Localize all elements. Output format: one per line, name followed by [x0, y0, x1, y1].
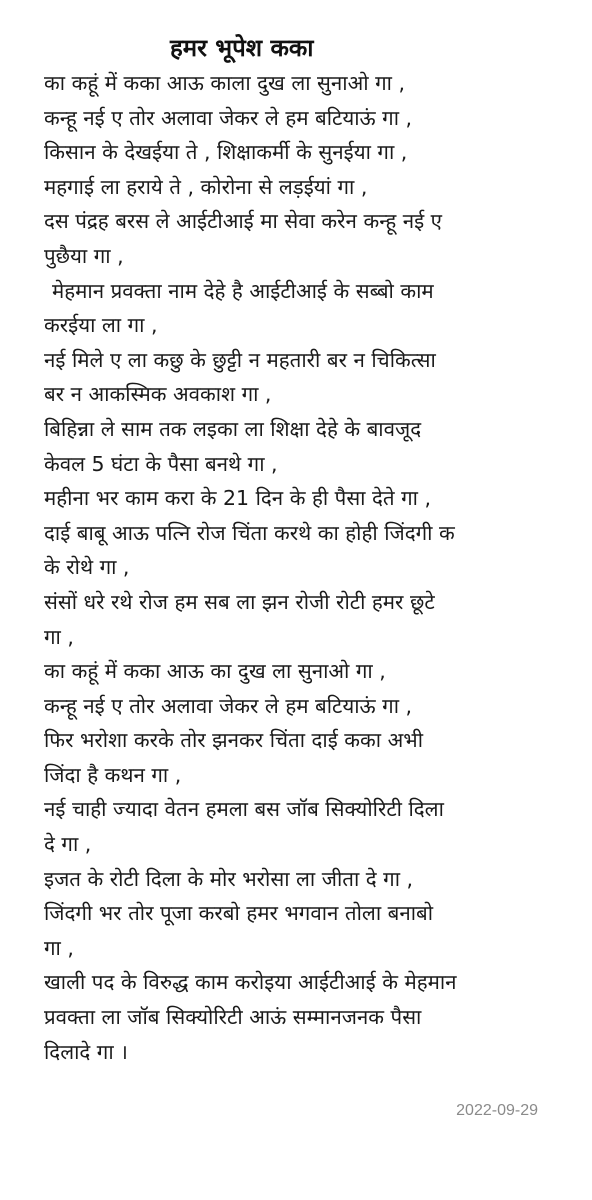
poem-line: जिंदगी भर तोर पूजा करबो हमर भगवान तोला बनाबो — [44, 901, 434, 926]
poem-line: बर न आकस्मिक अवकाश गा , — [44, 382, 272, 407]
note-date: 2022-09-29 — [456, 1102, 538, 1119]
poem-line: संसों धरे रथे रोज हम सब ला झन रोजी रोटी हमर छूटे — [44, 589, 435, 614]
poem-line: महगाई ला हराये ते , कोरोना से लड़ईयां गा , — [44, 174, 368, 199]
poem-line: पुछैया गा , — [44, 243, 124, 268]
poem-line: खाली पद के विरुद्ध काम करोइया आईटीआई के मेहमान — [44, 970, 457, 995]
poem-line: बिहिन्ना ले साम तक लइका ला शिक्षा देहे के बावजूद — [44, 416, 422, 441]
poem-line: के रोथे गा , — [44, 555, 130, 580]
poem-line: गा , — [44, 624, 74, 649]
poem-line: नई मिले ए ला कछु के छुट्टी न महतारी बर न चिकित्सा — [44, 347, 436, 372]
poem-line: केवल 5 घंटा के पैसा बनथे गा , — [44, 451, 278, 476]
poem-line: कन्हू नई ए तोर अलावा जेकर ले हम बटियाऊं गा , — [44, 693, 413, 718]
poem-line: मेहमान प्रवक्ता नाम देहे है आईटीआई के सब्बो काम — [52, 278, 434, 303]
poem-line: दिलादे गा । — [44, 1039, 128, 1064]
poem-line: दस पंद्रह बरस ले आईटीआई मा सेवा करेन कन्हू नई ए — [44, 209, 443, 234]
poem-line: गा , — [44, 935, 74, 960]
poem-line: इजत के रोटी दिला के मोर भरोसा ला जीता दे गा , — [44, 866, 414, 891]
poem-line: किसान के देखईया ते , शिक्षाकर्मी के सुनईया गा , — [44, 140, 408, 165]
poem-line: का कहूं में कका आऊ का दुख ला सुनाओ गा , — [44, 659, 386, 684]
poem-line: दे गा , — [44, 832, 92, 857]
poem-line: महीना भर काम करा के 21 दिन के ही पैसा देते गा , — [44, 486, 431, 511]
poem-line: दाई बाबू आऊ पत्नि रोज चिंता करथे का होही जिंदगी क — [44, 520, 455, 545]
poem-title: हमर भूपेश कका — [170, 34, 314, 62]
poem-body — [44, 66, 554, 1069]
poem-line: फिर भरोशा करके तोर झनकर चिंता दाई कका अभी — [44, 728, 424, 753]
poem-line: कन्हू नई ए तोर अलावा जेकर ले हम बटियाऊं गा , — [44, 105, 413, 130]
poem-line: प्रवक्ता ला जॉब सिक्योरिटी आऊं सम्मानजनक पैसा — [44, 1005, 422, 1030]
poem-line: जिंदा है कथन गा , — [44, 762, 182, 787]
poem-line: का कहूं में कका आऊ काला दुख ला सुनाओ गा , — [44, 71, 405, 95]
poem-line: नई चाही ज्यादा वेतन हमला बस जॉब सिक्योरिटी दिला — [44, 797, 444, 822]
poem-line: करईया ला गा , — [44, 313, 158, 338]
